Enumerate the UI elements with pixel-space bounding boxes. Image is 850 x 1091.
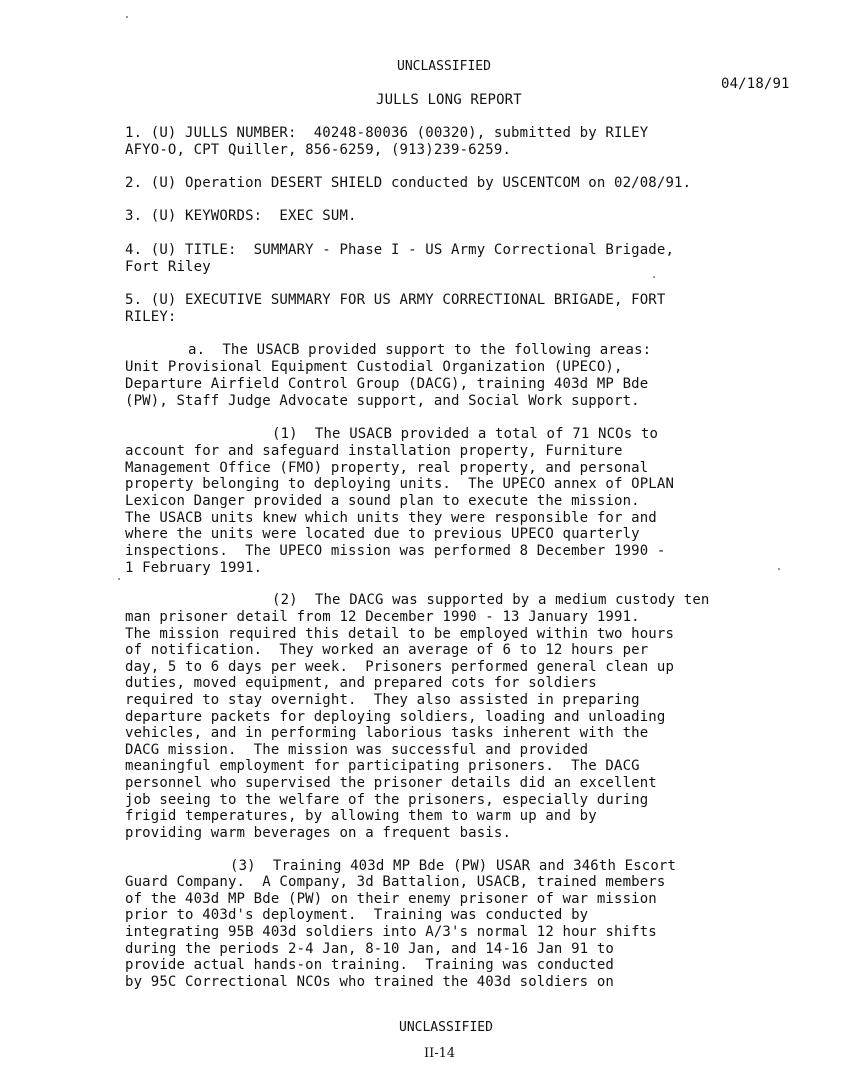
paragraph-line: during the periods 2-4 Jan, 8-10 Jan, and 14-16 Jan 91 to [125,941,614,957]
paragraph-line: Management Office (FMO) property, real property, and personal [125,460,649,476]
paragraph-line: inspections. The UPECO mission was performed 8 December 1990 - [125,543,666,559]
paragraph-line: day, 5 to 6 days per week. Prisoners performed general clean up [125,659,675,675]
scan-speck [126,16,128,18]
item-line: 4. (U) TITLE: SUMMARY - Phase I - US Army Correctional Brigade, [125,242,675,258]
classification-bottom: UNCLASSIFIED [399,1020,493,1035]
paragraph-line: The USACB units knew which units they were responsible for and [125,510,657,526]
paragraph-line: man prisoner detail from 12 December 1990 - 13 January 1991. [125,609,640,625]
paragraph-line: a. The USACB provided support to the following areas: [188,342,652,358]
report-title: JULLS LONG REPORT [376,92,522,108]
paragraph-line: by 95C Correctional NCOs who trained the 403d soldiers on [125,974,614,990]
paragraph-line: (2) The DACG was supported by a medium custody ten [272,592,710,608]
paragraph-line: (1) The USACB provided a total of 71 NCOs to [272,426,659,442]
paragraph-line: where the units were located due to previous UPECO quarterly [125,526,640,542]
paragraph-line: providing warm beverages on a frequent basis. [125,825,512,841]
item-line: Fort Riley [125,259,211,275]
paragraph-line: duties, moved equipment, and prepared cots for soldiers [125,675,597,691]
item-line: 3. (U) KEYWORDS: EXEC SUM. [125,208,357,224]
paragraph-line: (3) Training 403d MP Bde (PW) USAR and 346th Escort [230,858,677,874]
paragraph-line: vehicles, and in performing laborious tasks inherent with the [125,725,649,741]
paragraph-line: frigid temperatures, by allowing them to warm up and by [125,808,597,824]
paragraph-line: integrating 95B 403d soldiers into A/3's normal 12 hour shifts [125,924,657,940]
paragraph-line: Unit Provisional Equipment Custodial Organization (UPECO), [125,359,623,375]
page-number: II-14 [424,1046,456,1061]
paragraph-line: meaningful employment for participating prisoners. The DACG [125,758,640,774]
scan-speck [118,578,120,580]
paragraph-line: Guard Company. A Company, 3d Battalion, USACB, trained members [125,874,666,890]
item-line: AFYO-O, CPT Quiller, 856-6259, (913)239-6259. [125,142,512,158]
paragraph-line: (PW), Staff Judge Advocate support, and Social Work support. [125,393,640,409]
paragraph-line: The mission required this detail to be employed within two hours [125,626,675,642]
item-line: 1. (U) JULLS NUMBER: 40248-80036 (00320), submitted by RILEY [125,125,649,141]
paragraph-line: Departure Airfield Control Group (DACG), training 403d MP Bde [125,376,649,392]
classification-top: UNCLASSIFIED [397,59,491,74]
paragraph-line: Lexicon Danger provided a sound plan to execute the mission. [125,493,640,509]
paragraph-line: of notification. They worked an average of 6 to 12 hours per [125,642,649,658]
paragraph-line: provide actual hands-on training. Training was conducted [125,957,614,973]
paragraph-line: account for and safeguard installation property, Furniture [125,443,623,459]
paragraph-line: property belonging to deploying units. The UPECO annex of OPLAN [125,476,675,492]
paragraph-line: of the 403d MP Bde (PW) on their enemy prisoner of war mission [125,891,657,907]
scan-speck [653,276,655,278]
scan-speck [778,568,780,570]
paragraph-line: DACG mission. The mission was successful and provided [125,742,589,758]
item-line: 2. (U) Operation DESERT SHIELD conducted by USCENTCOM on 02/08/91. [125,175,692,191]
report-date: 04/18/91 [721,76,790,92]
item-line: 5. (U) EXECUTIVE SUMMARY FOR US ARMY CORRECTIONAL BRIGADE, FORT [125,292,666,308]
paragraph-line: personnel who supervised the prisoner details did an excellent [125,775,657,791]
paragraph-line: job seeing to the welfare of the prisoners, especially during [125,792,649,808]
paragraph-line: required to stay overnight. They also assisted in preparing [125,692,640,708]
paragraph-line: 1 February 1991. [125,560,263,576]
paragraph-line: prior to 403d's deployment. Training was conducted by [125,907,589,923]
paragraph-line: departure packets for deploying soldiers, loading and unloading [125,709,666,725]
item-line: RILEY: [125,309,177,325]
